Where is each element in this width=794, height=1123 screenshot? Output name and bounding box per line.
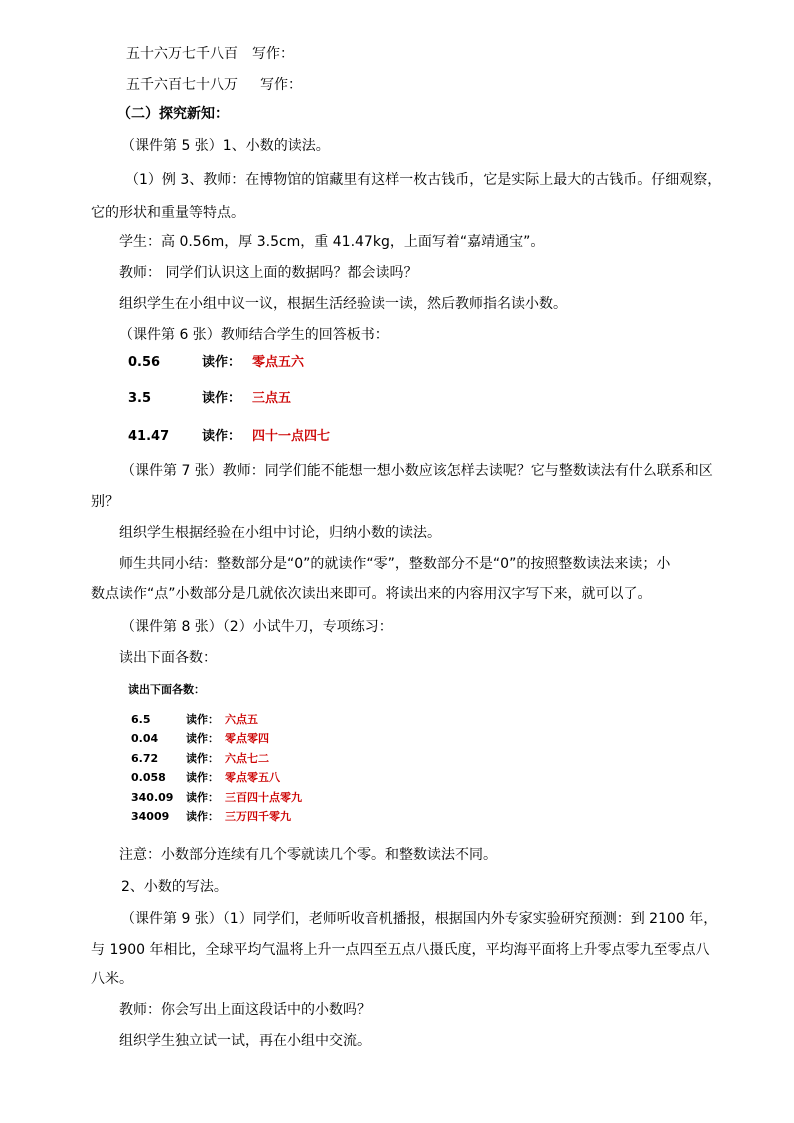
board-row bbox=[128, 354, 428, 372]
line-19: 注意：小数部分连续有几个零就读几个零。和整数读法不同。 bbox=[119, 847, 497, 863]
board-number: 3.5 bbox=[128, 391, 152, 406]
line-7: 学生：高 0.56m，厚 3.5cm，重 41.47kg，上面写着“嘉靖通宝”。 bbox=[119, 234, 545, 250]
line-15: 数点读作“点”小数部分是几就依次读出来即可。将读出来的内容用汉字写下来，就可以了。 bbox=[91, 586, 652, 602]
practice-row bbox=[131, 770, 391, 786]
line-5: （1）例 3、教师：在博物馆的馆藏里有这样一枚古钱币，它是实际上最大的古钱币。仔细观察， bbox=[125, 172, 722, 188]
practice-row bbox=[131, 731, 391, 747]
line-17: 读出下面各数： bbox=[119, 650, 217, 666]
practice-label: 读作： bbox=[186, 771, 219, 784]
line-2 bbox=[126, 75, 302, 95]
practice-label: 读作： bbox=[186, 713, 219, 726]
line-11: （课件第 7 张）教师：同学们能不能想一想小数应该怎样去读呢？它与整数读法有什么联系和区 bbox=[121, 463, 713, 479]
practice-reading: 六点五 bbox=[225, 713, 258, 726]
number-words-1: 五十六万七千八百 bbox=[126, 46, 238, 62]
line-9: 组织学生在小组中议一议，根据生活经验读一读，然后教师指名读小数。 bbox=[119, 296, 567, 312]
board-row bbox=[128, 428, 428, 446]
number-words-2: 五千六百七十八万 bbox=[126, 77, 238, 93]
practice-reading: 零点零五八 bbox=[225, 771, 280, 784]
practice-label: 读作： bbox=[186, 732, 219, 745]
board-reading: 零点五六 bbox=[252, 355, 305, 370]
line-20: 2、小数的写法。 bbox=[121, 879, 228, 895]
board-label: 读作： bbox=[202, 429, 242, 444]
practice-row bbox=[131, 809, 391, 825]
practice-row bbox=[131, 712, 391, 728]
board-label: 读作： bbox=[202, 391, 242, 406]
practice-number: 34009 bbox=[131, 810, 170, 823]
board-number: 0.56 bbox=[128, 355, 161, 370]
practice-label: 读作： bbox=[186, 791, 219, 804]
practice-number: 0.04 bbox=[131, 732, 159, 745]
board-reading: 三点五 bbox=[252, 391, 292, 406]
board-label: 读作： bbox=[202, 355, 242, 370]
line-24: 教师：你会写出上面这段话中的小数吗？ bbox=[119, 1002, 371, 1018]
practice-reading: 三百四十点零九 bbox=[225, 791, 302, 804]
practice-row bbox=[131, 790, 391, 806]
line-21: （课件第 9 张）（1）同学们，老师听收音机播报，根据国内外专家实验研究预测：到 2100 年， bbox=[121, 911, 718, 927]
line-22: 与 1900 年相比，全球平均气温将上升一点四至五点八摄氏度，平均海平面将上升零点零九至零点八 bbox=[91, 942, 710, 958]
line-16: （课件第 8 张）（2）小试牛刀，专项练习： bbox=[121, 619, 393, 635]
practice-number: 0.058 bbox=[131, 771, 166, 784]
practice-reading: 三万四千零九 bbox=[225, 810, 291, 823]
practice-reading: 零点零四 bbox=[225, 732, 269, 745]
board-number: 41.47 bbox=[128, 429, 170, 444]
practice-row bbox=[131, 751, 391, 767]
write-label-1: 写作： bbox=[252, 46, 294, 62]
practice-label: 读作： bbox=[186, 752, 219, 765]
practice-number: 6.5 bbox=[131, 713, 151, 726]
line-1 bbox=[126, 44, 294, 64]
line-23: 八米。 bbox=[91, 971, 133, 987]
line-8: 教师： 同学们认识这上面的数据吗？都会读吗？ bbox=[119, 265, 418, 281]
practice-number: 6.72 bbox=[131, 752, 159, 765]
board-row bbox=[128, 390, 428, 408]
line-6: 它的形状和重量等特点。 bbox=[91, 205, 245, 221]
practice-label: 读作： bbox=[186, 810, 219, 823]
line-4: （课件第 5 张）1、小数的读法。 bbox=[121, 138, 330, 154]
practice-heading: 读出下面各数： bbox=[128, 683, 205, 696]
line-25: 组织学生独立试一试，再在小组中交流。 bbox=[119, 1033, 371, 1049]
line-12: 别？ bbox=[91, 494, 119, 510]
line-14: 师生共同小结：整数部分是“0”的就读作“零”，整数部分不是“0”的按照整数读法来读；小 bbox=[119, 556, 671, 572]
line-13: 组织学生根据经验在小组中讨论，归纳小数的读法。 bbox=[119, 525, 441, 541]
section-heading: （二）探究新知： bbox=[117, 106, 229, 122]
practice-number: 340.09 bbox=[131, 791, 174, 804]
practice-reading: 六点七二 bbox=[225, 752, 269, 765]
write-label-2: 写作： bbox=[260, 77, 302, 93]
line-10: （课件第 6 张）教师结合学生的回答板书： bbox=[119, 327, 389, 343]
board-reading: 四十一点四七 bbox=[252, 429, 331, 444]
